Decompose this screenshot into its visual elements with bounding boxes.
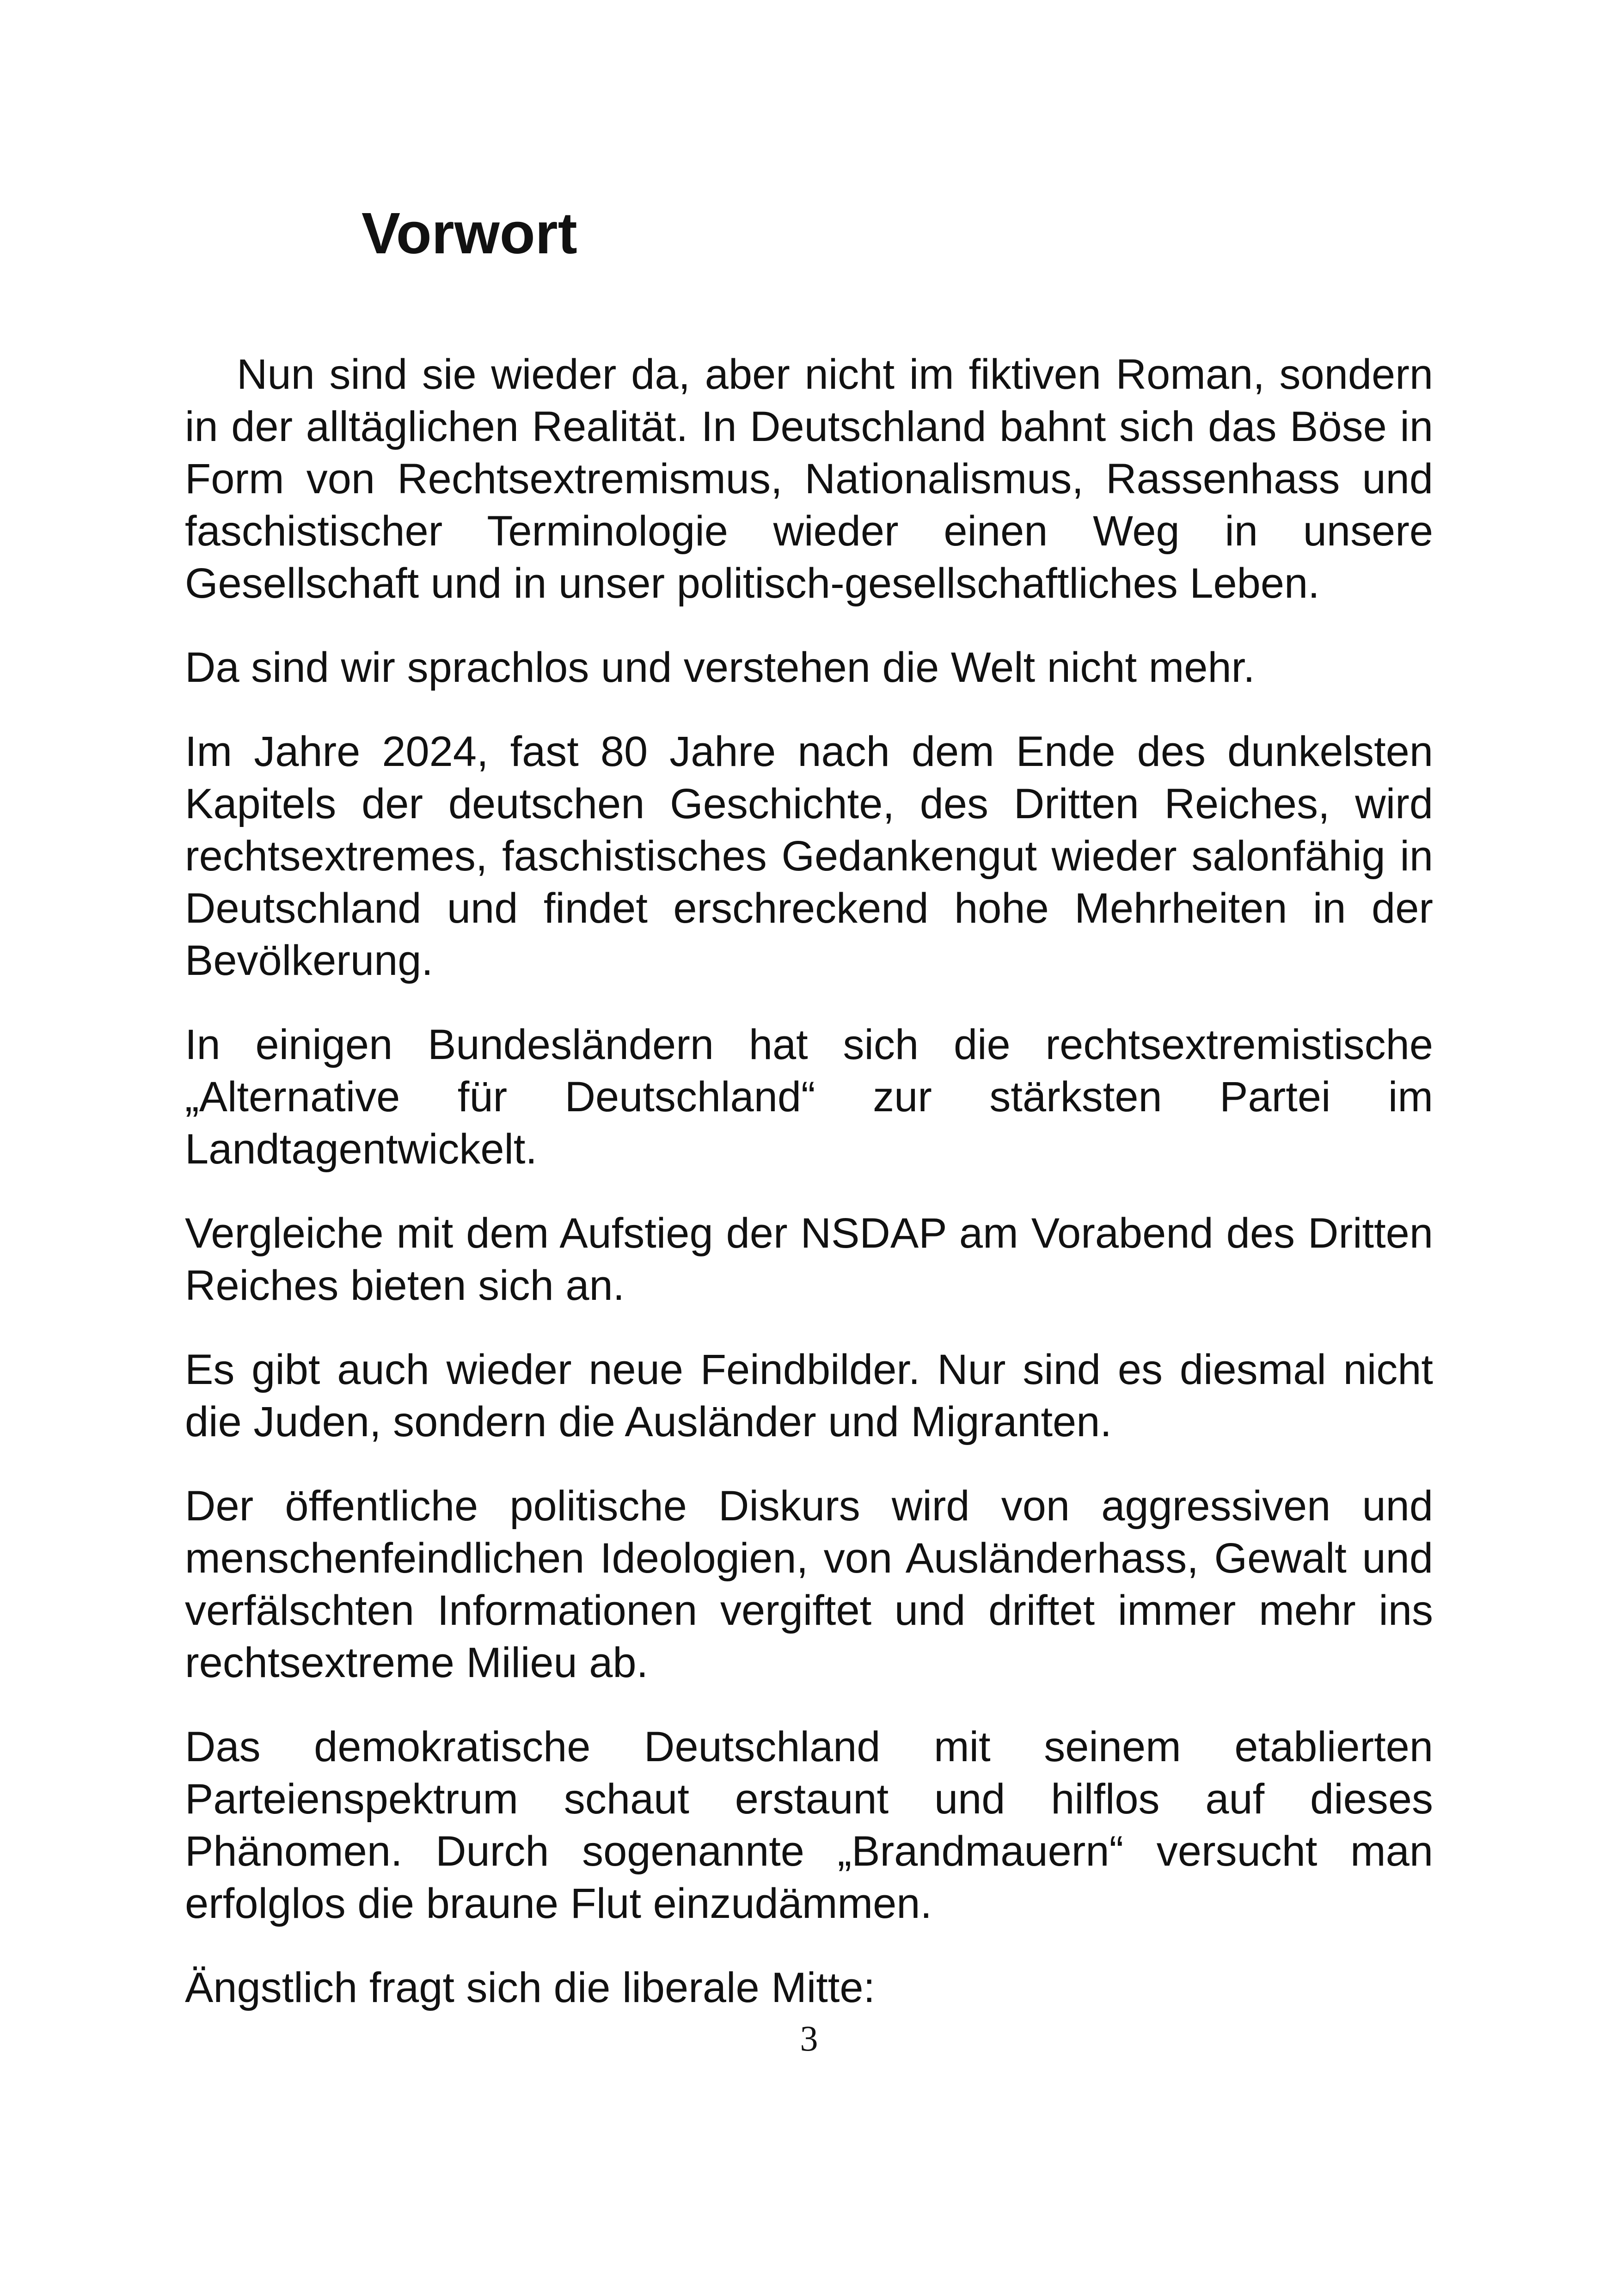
page-title: Vorwort — [362, 201, 577, 266]
paragraph: Da sind wir sprachlos und verstehen die Welt nicht mehr. — [185, 644, 1255, 691]
paragraph: Nun sind sie wieder da, aber nicht im fiktiven Roman, sondern in der alltäglichen Realität. In Deutschland bahnt sich das Böse in Form von Rechtsextremismus, Nationalismus, Rassenhass und faschistischer Terminologie wieder einen Weg in unsere Gesellschaft und in unser politisch-gesellschaftliches Leben. — [185, 351, 1433, 607]
paragraph: Es gibt auch wieder neue Feindbilder. Nur sind es diesmal nicht die Juden, sondern die Ausländer und Migranten. — [185, 1346, 1433, 1445]
paragraph: Vergleiche mit dem Aufstieg der NSDAP am Vorabend des Dritten Reiches bieten sich an. — [185, 1210, 1433, 1309]
paragraph: Im Jahre 2024, fast 80 Jahre nach dem Ende des dunkelsten Kapitels der deutschen Geschichte, des Dritten Reiches, wird rechtsextremes, faschistisches Gedankengut wieder salonfähig in Deutschland und findet erschreckend hohe Mehrheiten in der Bevölkerung. — [185, 728, 1433, 984]
body-text — [185, 349, 1433, 2014]
paragraph: Der öffentliche politische Diskurs wird von aggressiven und menschenfeindlichen Ideologien, von Ausländerhass, Gewalt und verfälschten Informationen vergiftet und driftet immer mehr ins rechtsextreme Milieu ab. — [185, 1482, 1433, 1686]
paragraph: Das demokratische Deutschland mit seinem etablierten Parteienspektrum schaut erstaunt und hilflos auf dieses Phänomen. Durch sogenannte „Brandmauern“ versucht man erfolglos die braune Flut einzudämmen. — [185, 1723, 1433, 1927]
paragraph: Ängstlich fragt sich die liberale Mitte: — [185, 1964, 876, 2011]
paragraph: In einigen Bundesländern hat sich die rechtsextremistische „Alternative für Deutschland“ zur stärksten Partei im Landtagentwickelt. — [185, 1021, 1433, 1173]
page-number: 3 — [800, 2018, 818, 2058]
